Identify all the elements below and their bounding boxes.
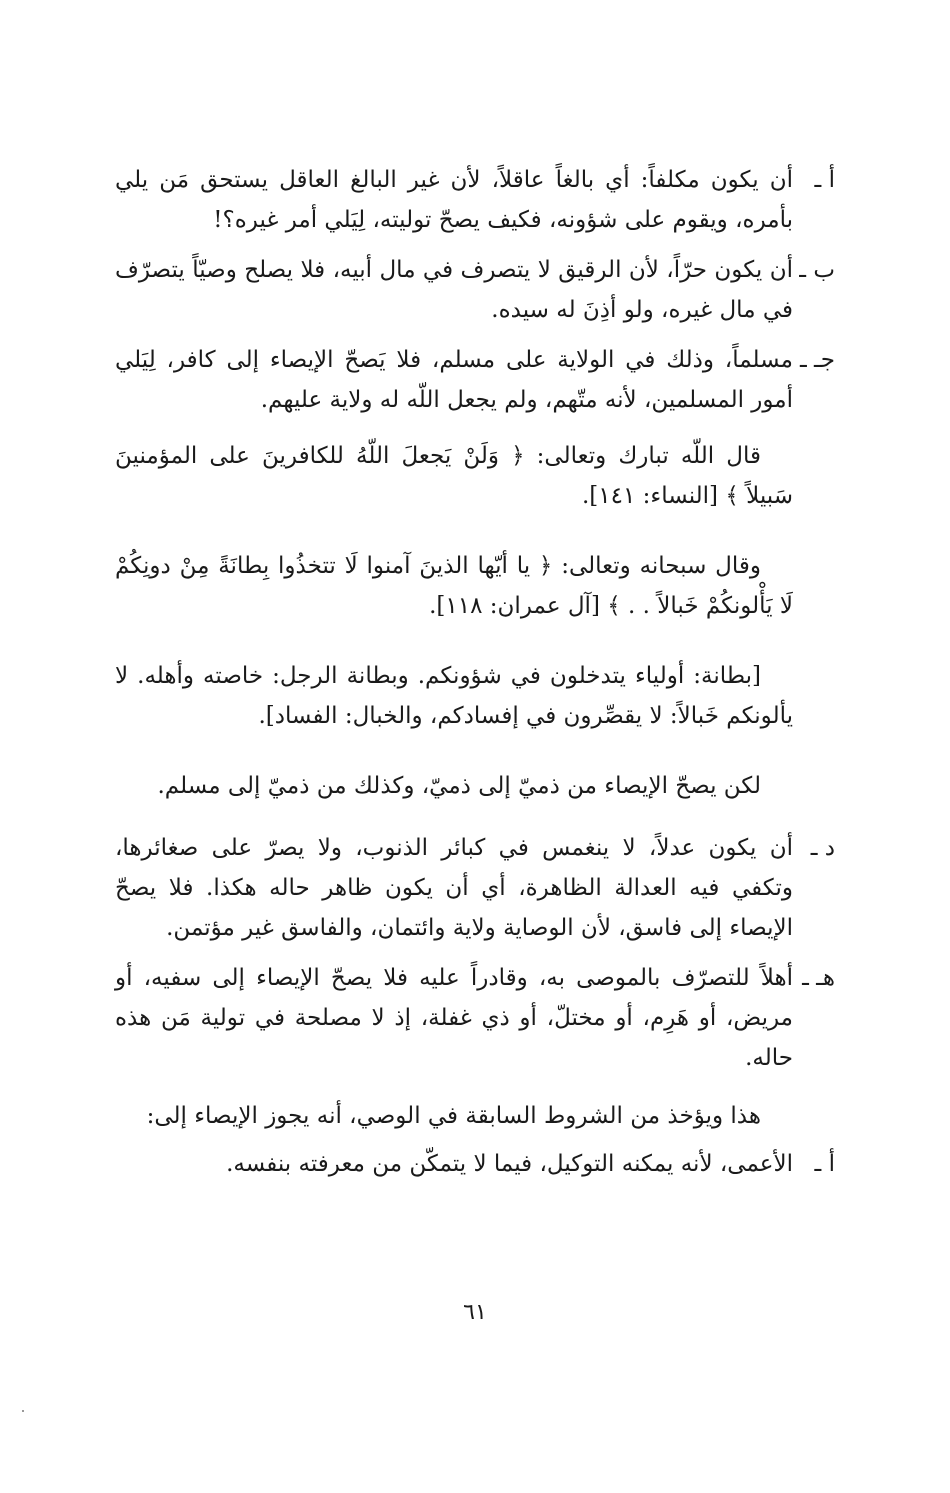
permitted-item-a [115,1144,835,1184]
item-text: الأعمى، لأنه يمكنه التوكيل، فيما لا يتمكّن من معرفته بنفسه. [226,1151,793,1177]
condition-item-b [115,250,835,330]
note-text: لكن يصحّ الإيصاء من ذميّ إلى ذميّ، وكذلك من ذميّ إلى مسلم. [157,773,761,799]
item-marker: أ ـ [814,1151,835,1177]
condition-item-a [115,160,835,240]
page-number: ٦١ [463,1300,487,1325]
page-body [115,160,835,1194]
summary-text: هذا ويؤخذ من الشروط السابقة في الوصي، أنه يجوز الإيصاء إلى: [146,1103,761,1129]
item-text: مسلماً، وذلك في الولاية على مسلم، فلا يَصحّ الإيصاء إلى كافر، لِيَلي أمور المسلمين، لأنه متّهم، ولم يجعل اللّه له ولاية عليهم. [115,347,793,413]
item-marker: هـ ـ [802,965,835,991]
item-text: أن يكون عدلاً، لا ينغمس في كبائر الذنوب، ولا يصرّ على صغائرها، وتكفي فيه العدالة الظاهرة، أي أن يكون ظاهر حاله هكذا. فلا يصحّ الإيصاء إلى فاسق، لأن الوصاية ولاية وائتمان، والفاسق غير مؤتمن. [115,835,793,941]
item-marker: د ـ [810,835,835,861]
note-text: [بطانة: أولياء يتدخلون في شؤونكم. وبطانة الرجل: خاصته وأهله. لا يألونكم خَبالاً: لا يقصِّرون في إفسادكم، والخبال: الفساد]. [115,663,793,729]
quote-text: قال اللّه تبارك وتعالى: ﴿ وَلَنْ يَجعلَ اللّهُ للكافرينَ على المؤمنينَ سَبيلاً ﴾ [النساء: ١٤١]. [115,443,793,509]
item-marker: جـ ـ [799,347,835,373]
glossary-note [115,656,835,736]
item-marker: ب ـ [799,257,835,283]
condition-item-c [115,340,835,420]
summary-paragraph [115,1096,835,1136]
item-text: أن يكون مكلفاً: أي بالغاً عاقلاً، لأن غير البالغ العاقل يستحق مَن يلي بأمره، ويقوم على شؤونه، فكيف يصحّ توليته، لِيَلي أمر غيره؟! [115,167,793,233]
item-text: أهلاً للتصرّف بالموصى به، وقادراً عليه فلا يصحّ الإيصاء إلى سفيه، أو مريض، أو هَرِم، أو مختلّ، أو ذي غفلة، إذ لا مصلحة في تولية مَن هذه حاله. [115,965,793,1071]
quran-quote-al-imran [115,546,835,626]
item-text: أن يكون حرّاً، لأن الرقيق لا يتصرف في مال أبيه، فلا يصلح وصيّاً يتصرّف في مال غيره، ولو أذِنَ له سيده. [115,257,793,323]
scan-speck [22,1410,24,1412]
item-marker: أ ـ [814,167,835,193]
dhimmi-note [115,766,835,806]
condition-item-d [115,828,835,948]
quote-text: وقال سبحانه وتعالى: ﴿ يا أيّها الذينَ آمنوا لَا تتخذُوا بِطانَةً مِنْ دونِكُمْ لَا يَأْلونكُمْ خَبالاً . . ﴾ [آل عمران: ١١٨]. [115,553,793,619]
quran-quote-nisa [115,436,835,516]
condition-item-e [115,958,835,1078]
